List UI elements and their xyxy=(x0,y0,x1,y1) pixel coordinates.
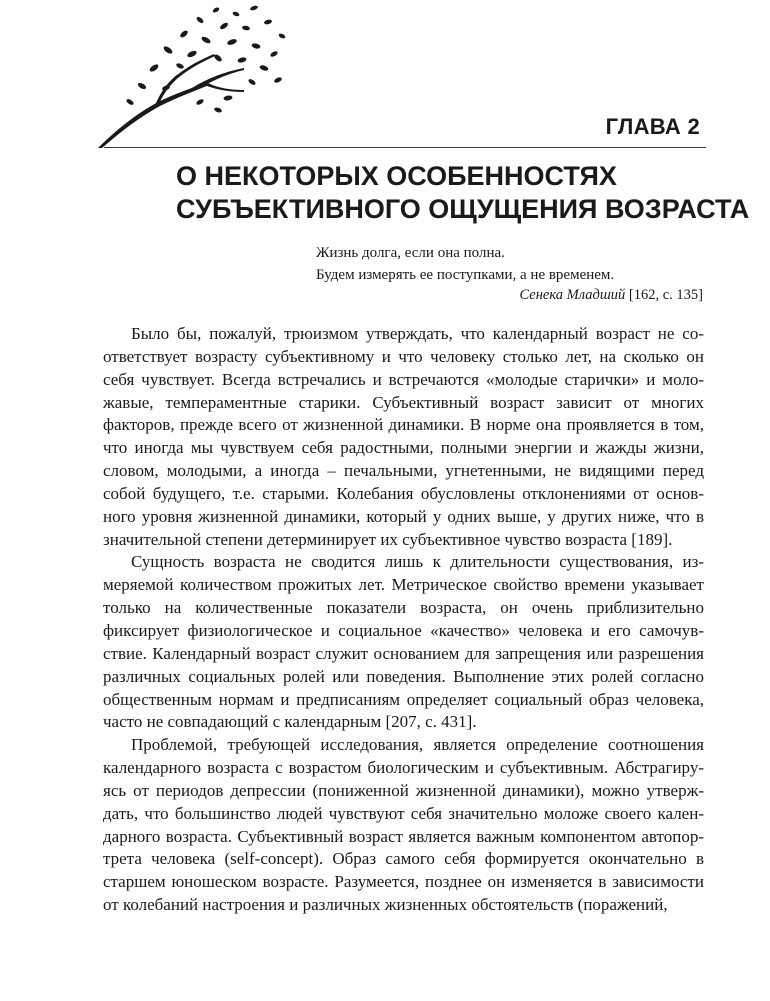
body-text xyxy=(103,323,704,917)
chapter-label: ГЛАВА 2 xyxy=(605,114,700,139)
paragraph-1: Было бы, пожалуй, трюизмом утверждать, что календарный возраст не соответствует возрасту субъективному и что человеку столько лет, на сколько он себя чувствует. Всегда встречались и встречаются «молодые старички» и моложавые, темпераментные старики. Субъективный возраст зависит от многих факторов, прежде всего от жизненной динамики. В норме она проявляется в том, что иногда мы чувствуем себя радостными, полными энергии и жажды жизни, словом, молодыми, а иногда – печальными, угнетенными, не видящими перед собой будущего, т.е. старыми. Колебания обусловлены отклонениями от основного уровня жизненной динамики, который у одних выше, у других ниже, что в значительной степени детерминирует их субъективное чувство возраста [189]. xyxy=(103,324,704,549)
tree-ornament-icon xyxy=(96,2,296,148)
title-line-2: СУБЪЕКТИВНОГО ОЩУЩЕНИЯ ВОЗРАСТА xyxy=(176,194,750,224)
title-line-1: О НЕКОТОРЫХ ОСОБЕННОСТЯХ xyxy=(176,161,617,191)
epigraph-source: [162, с. 135] xyxy=(628,287,703,303)
paragraph-3: Проблемой, требующей исследования, является определение соотношения календарного возраста с возрастом биологическим и субъективным. Абстрагируясь от периодов депрессии (пониженной жизненной динамики), можно утверждать, что большинство людей чувствуют себя значительно моложе своего календарного возраста. Субъективный возраст является важным компонентом автопортрета человека (self-concept). Образ самого себя формируется окончательно в старшем юношеском возрасте. Разумеется, позднее он изменяется в зависимости от колебаний настроения и различных жизненных обстоятельств (поражений, xyxy=(103,735,704,915)
epigraph xyxy=(316,242,706,286)
epigraph-author: Сенека Младший xyxy=(519,287,626,303)
epigraph-line-1: Жизнь долга, если она полна. xyxy=(316,245,505,261)
paragraph-2: Сущность возраста не сводится лишь к длительности существования, измеряемой количеством прожитых лет. Метрическое свойство времени указывает только на количественные показатели возраста, он очень приблизительно фиксирует физиологическое и социальное «качество» человека и его самочувствие. Календарный возраст служит основанием для запрещения или разрешения различных социальных ролей или поведения. Выполнение этих ролей согласно общественным нормам и предписаниям определяет социальный образ человека, часто не совпадающий с календарным [207, с. 431]. xyxy=(103,552,704,732)
epigraph-line-2: Будем измерять ее поступками, а не временем. xyxy=(316,267,615,283)
chapter-title xyxy=(176,160,750,226)
epigraph-attribution xyxy=(520,287,703,304)
chapter-rule xyxy=(104,147,706,148)
